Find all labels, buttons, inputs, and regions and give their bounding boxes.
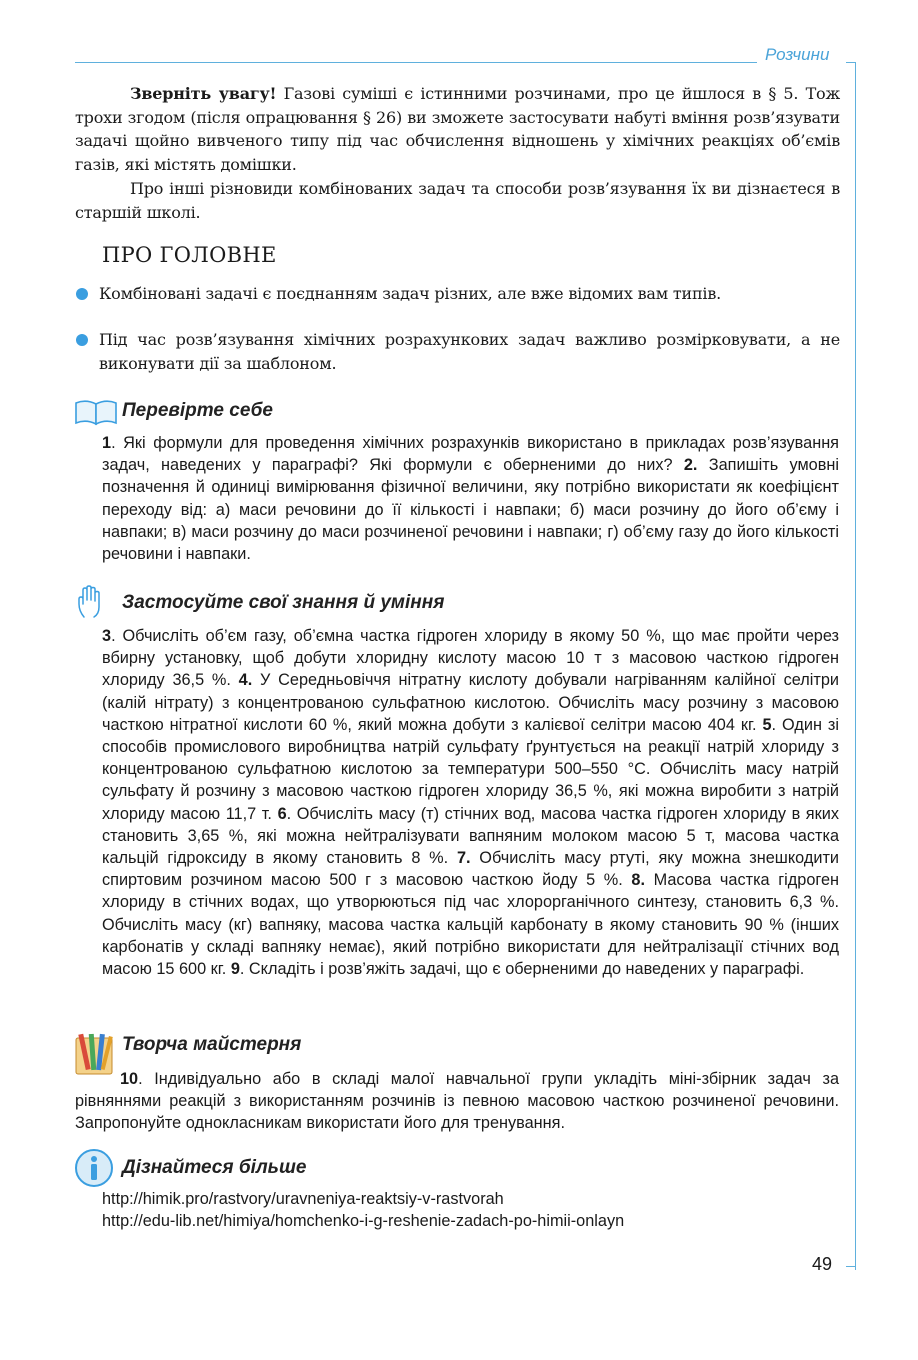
check-questions [102, 432, 839, 565]
question-text: Обчисліть масу ртуті, яку можна знешкодити спиртовим розчином масою 500 г з масовою часткою йоду 5 %. [102, 849, 839, 890]
reference-link[interactable]: http://edu-lib.net/himiya/homchenko-i-g-reshenie-zadach-po-himii-onlayn [102, 1212, 625, 1230]
learn-more-title: Дізнайтеся більше [122, 1157, 307, 1178]
header-rule [75, 62, 757, 63]
workshop-task [75, 1068, 839, 1135]
question-number: 8. [631, 871, 645, 890]
question-text: . Обчисліть масу (т) стічних вод, масова частка гідроген хлориду в яких становить 3,65 %, які можна нейтралізувати вапняним молоком масою 5 т, масова частка кальцій гідроксиду в якому становить 8 %. [102, 804, 839, 868]
question-text: . Які формули для проведення хімічних розрахунків використано в прикладах розв’язування задач, наведених у параграфі? Які формули є оберненими до них? [102, 434, 839, 475]
question-text: . Складіть і розв’яжіть задачі, що є оберненими до наведених у параграфі. [239, 960, 805, 979]
summary-heading: ПРО ГОЛОВНЕ [102, 243, 277, 267]
check-yourself-title: Перевірте себе [122, 400, 273, 421]
bullet-dot-icon [76, 334, 88, 346]
question-number: 5 [762, 715, 772, 734]
reference-link[interactable]: http://himik.pro/rastvory/uravneniya-reaktsiy-v-rastvorah [102, 1190, 504, 1208]
question-number: 9 [230, 960, 240, 979]
bullet-dot-icon [76, 288, 88, 300]
question-text: . Один зі способів промислового виробництва натрій сульфату ґрунтується на реакції натрій хлориду з концентрованою сульфатною кислотою за температури 500–550 °C. Обчисліть масу натрій сульфату й розчину з масовою часткою гідроген хлориду 36,5 %, які можна виробити з натрій хлориду масою 11,7 т. [102, 715, 840, 823]
question-text: Запишіть умовні позначення й одиниці вимірювання фізичної величини, яку потрібно використати як коефіцієнт переходу від: а) маси речовини до її кількості і навпаки; б) маси розчину до його об’єму і навпаки; в) маси розчину до маси розчиненої речовини і навпаки; г) об’єму газу до його кількості речовини і навпаки. [102, 456, 839, 564]
question-text: . Обчисліть об’єм газу, об’ємна частка гідроген хлориду в якому 50 %, що має пройти через вбирну установку, щоб добути хлоридну кислоту масою 10 т з масовою часткою гідроген хлориду 36,5 %. [102, 627, 839, 690]
hand-icon [76, 585, 106, 619]
question-text: У Середньовіччя нітратну кислоту добували нагріванням калійної селітри (калій нітрату) з концентрованою сульфатною кислотою. Обчисліть масу розчину з масовою часткою нітратної кислоти 60 %, який можна добути з калієвої селітри масою 404 кг. [102, 671, 839, 734]
apply-knowledge-title: Застосуйте свої знання й уміння [122, 592, 445, 613]
margin-tick [846, 62, 856, 63]
links-list [102, 1188, 624, 1232]
attention-paragraph [75, 82, 840, 176]
attention-label: Зверніть увагу! [130, 84, 277, 103]
page-number: 49 [812, 1254, 833, 1274]
apply-questions [102, 625, 839, 980]
question-number: 6 [277, 804, 287, 823]
question-text: . Індивідуально або в складі малої навчальної групи укладіть міні-збірник задач за рівняннями реакцій з використанням розчинів із певною масовою часткою розчиненої речовини. Запропонуйте однокласникам використати його для тренування. [75, 1070, 839, 1133]
question-number: 4. [238, 671, 253, 690]
workshop-title: Творча майстерня [122, 1034, 302, 1055]
attention-text: Газові суміші є істинними розчинами, про це йшлося в § 5. Тож трохи згодом (після опрацювання § 26) ви зможете застосувати набуті вміння розв’язувати задачі щойно вивченого типу під час обчислення відношень у хімічних реакціях об’ємів газів, які містять домішки. [75, 84, 840, 174]
question-number: 3 [102, 627, 112, 645]
question-number: 7. [456, 849, 471, 868]
info-icon [74, 1148, 114, 1188]
margin-tick [846, 1266, 856, 1267]
question-number: 1 [102, 434, 112, 452]
open-book-icon [74, 399, 118, 427]
bullet-text: Комбіновані задачі є поєднанням задач різних, але вже відомих вам типів. [99, 284, 722, 303]
question-number: 10 [120, 1070, 139, 1088]
question-text: Масова частка гідроген хлориду в стічних водах, що утворюються під час хлорорганічного синтезу, становить 6,3 %. Обчисліть масу (кг) вапняку, масова частка кальцій карбонату в якому становить 90 % (інших карбонатів у складі вапняку немає), який потрібно використати для нейтралізації стічних вод масою 15 600 кг. [102, 871, 840, 979]
margin-rule [855, 62, 856, 1270]
running-header: Розчини [765, 45, 830, 64]
bullet-text: Під час розв’язування хімічних розрахункових задач важливо розмірковувати, а не виконувати дії за шаблоном. [99, 330, 840, 373]
question-number: 2. [683, 456, 698, 475]
intro-paragraph: Про інші різновиди комбінованих задач та способи розв’язування їх ви дізнаєтеся в старшій школі. [75, 179, 840, 222]
